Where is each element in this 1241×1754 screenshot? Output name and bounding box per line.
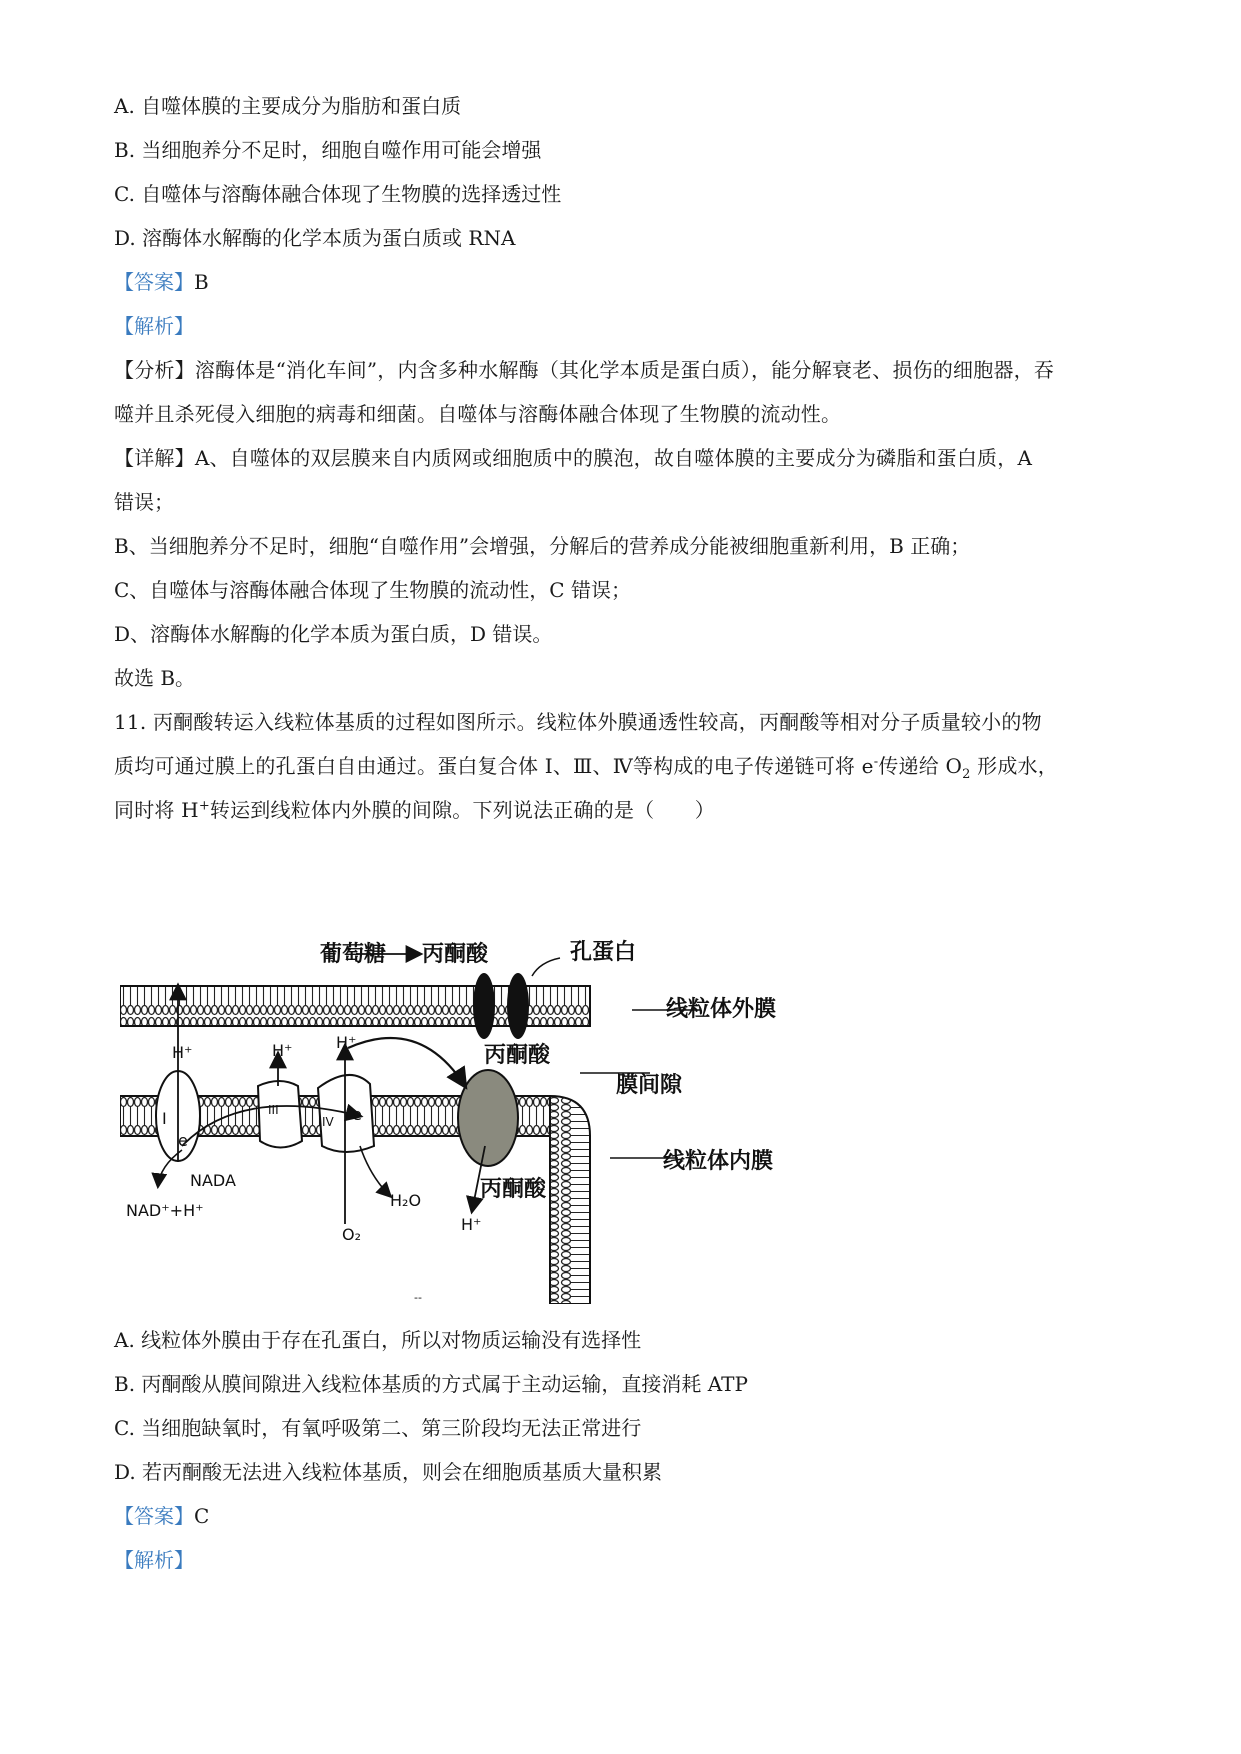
label-complex-4: IV bbox=[322, 1115, 334, 1129]
q11-stem-line1: 11. 丙酮酸转运入线粒体基质的过程如图所示。线粒体外膜通透性较高，丙酮酸等相对分子质量较小的物 bbox=[114, 710, 1042, 734]
stem-text: 质均可通过膜上的孔蛋白自由通过。蛋白复合体 I、Ⅲ、Ⅳ等构成的电子传递链可将 e bbox=[114, 754, 874, 778]
label-nadh: NADA bbox=[190, 1171, 236, 1190]
q11-option-a: A. 线粒体外膜由于存在孔蛋白，所以对物质运输没有选择性 bbox=[114, 1328, 642, 1352]
stem-text: 同时将 H bbox=[114, 798, 199, 822]
label-complex-3: III bbox=[268, 1103, 279, 1117]
label-complex-1: I bbox=[162, 1109, 167, 1128]
q10-detail-line1 bbox=[114, 444, 1032, 472]
label-h-plus-4: H⁺ bbox=[461, 1215, 482, 1234]
label-h-plus-2: H⁺ bbox=[272, 1041, 293, 1060]
label-intermembrane-space: 膜间隙 bbox=[616, 1073, 683, 1098]
answer-tag: 【答案】 bbox=[114, 1504, 194, 1528]
stem-text: 形成水， bbox=[970, 754, 1058, 778]
mitochondria-diagram bbox=[120, 936, 920, 1304]
porin-right bbox=[507, 973, 529, 1039]
label-outer-membrane: 线粒体外膜 bbox=[666, 997, 777, 1022]
q11-option-d: D. 若丙酮酸无法进入线粒体基质，则会在细胞质基质大量积累 bbox=[114, 1460, 663, 1484]
label-glucose: 葡萄糖 bbox=[320, 942, 387, 967]
label-footer-mark: -- bbox=[414, 1291, 422, 1304]
label-porin: 孔蛋白 bbox=[570, 940, 637, 965]
stem-text: 传递给 O bbox=[878, 754, 963, 778]
q10-analysis-line1 bbox=[114, 356, 1054, 384]
label-pyruvate: 丙酮酸 bbox=[422, 942, 489, 967]
label-o2: O₂ bbox=[342, 1225, 362, 1244]
q10-detail-c: C、自噬体与溶酶体融合体现了生物膜的流动性，C 错误； bbox=[114, 578, 631, 602]
stem-text: 转运到线粒体内外膜的间隙。下列说法正确的是（ ） bbox=[209, 798, 715, 822]
q10-option-a: A. 自噬体膜的主要成分为脂肪和蛋白质 bbox=[114, 94, 462, 118]
answer-tag: 【答案】 bbox=[114, 270, 194, 294]
q10-analysis-tag: 【解析】 bbox=[114, 314, 194, 338]
q11-answer bbox=[114, 1502, 209, 1530]
label-h2o: H₂O bbox=[390, 1191, 422, 1210]
detail-label: 【详解】 bbox=[114, 446, 195, 470]
superscript: + bbox=[198, 798, 210, 814]
q11-option-c: C. 当细胞缺氧时，有氧呼吸第二、第三阶段均无法正常进行 bbox=[114, 1416, 642, 1440]
label-pyruvate-matrix: 丙酮酸 bbox=[480, 1177, 547, 1202]
answer-value: B bbox=[194, 270, 209, 294]
inner-membrane-bend bbox=[550, 1096, 590, 1304]
q10-detail-b: B、当细胞养分不足时，细胞“自噬作用”会增强，分解后的营养成分能被细胞重新利用，B 正确； bbox=[114, 534, 971, 558]
q10-detail-line2: 错误； bbox=[114, 490, 174, 514]
analysis-label: 【分析】 bbox=[114, 358, 195, 382]
label-h-plus-1: H⁺ bbox=[172, 1043, 193, 1062]
pyruvate-carrier bbox=[458, 1070, 518, 1166]
subscript: 2 bbox=[962, 767, 971, 782]
q10-option-d: D. 溶酶体水解酶的化学本质为蛋白质或 RNA bbox=[114, 226, 516, 250]
analysis-text: 溶酶体是“消化车间”，内含多种水解酶（其化学本质是蛋白质），能分解衰老、损伤的细胞器，吞 bbox=[194, 358, 1055, 382]
q10-conclusion: 故选 B。 bbox=[114, 666, 196, 690]
q10-analysis-line2: 噬并且杀死侵入细胞的病毒和细菌。自噬体与溶酶体融合体现了生物膜的流动性。 bbox=[114, 402, 842, 426]
label-inner-membrane: 线粒体内膜 bbox=[663, 1149, 774, 1174]
q10-answer bbox=[114, 268, 209, 296]
q11-option-b: B. 丙酮酸从膜间隙进入线粒体基质的方式属于主动运输，直接消耗 ATP bbox=[114, 1372, 748, 1396]
q11-stem-line3 bbox=[114, 796, 715, 824]
q11-analysis-tag: 【解析】 bbox=[114, 1548, 194, 1572]
label-nad: NAD⁺+H⁺ bbox=[126, 1201, 204, 1220]
porin-left bbox=[473, 973, 495, 1039]
label-electron-2: e bbox=[352, 1105, 362, 1124]
answer-value: C bbox=[194, 1504, 210, 1528]
label-electron-1: e bbox=[178, 1131, 188, 1150]
q10-option-c: C. 自噬体与溶酶体融合体现了生物膜的选择透过性 bbox=[114, 182, 562, 206]
detail-text: A、自噬体的双层膜来自内质网或细胞质中的膜泡，故自噬体膜的主要成分为磷脂和蛋白质，A bbox=[194, 446, 1033, 470]
complex-3 bbox=[258, 1081, 302, 1148]
label-pyruvate-space: 丙酮酸 bbox=[484, 1043, 551, 1068]
q10-option-b: B. 当细胞养分不足时，细胞自噬作用可能会增强 bbox=[114, 138, 542, 162]
label-h-plus-3: H⁺ bbox=[336, 1033, 357, 1052]
superscript: - bbox=[873, 754, 879, 770]
q11-stem-line2 bbox=[114, 752, 1058, 780]
q10-detail-d: D、溶酶体水解酶的化学本质为蛋白质，D 错误。 bbox=[114, 622, 553, 646]
